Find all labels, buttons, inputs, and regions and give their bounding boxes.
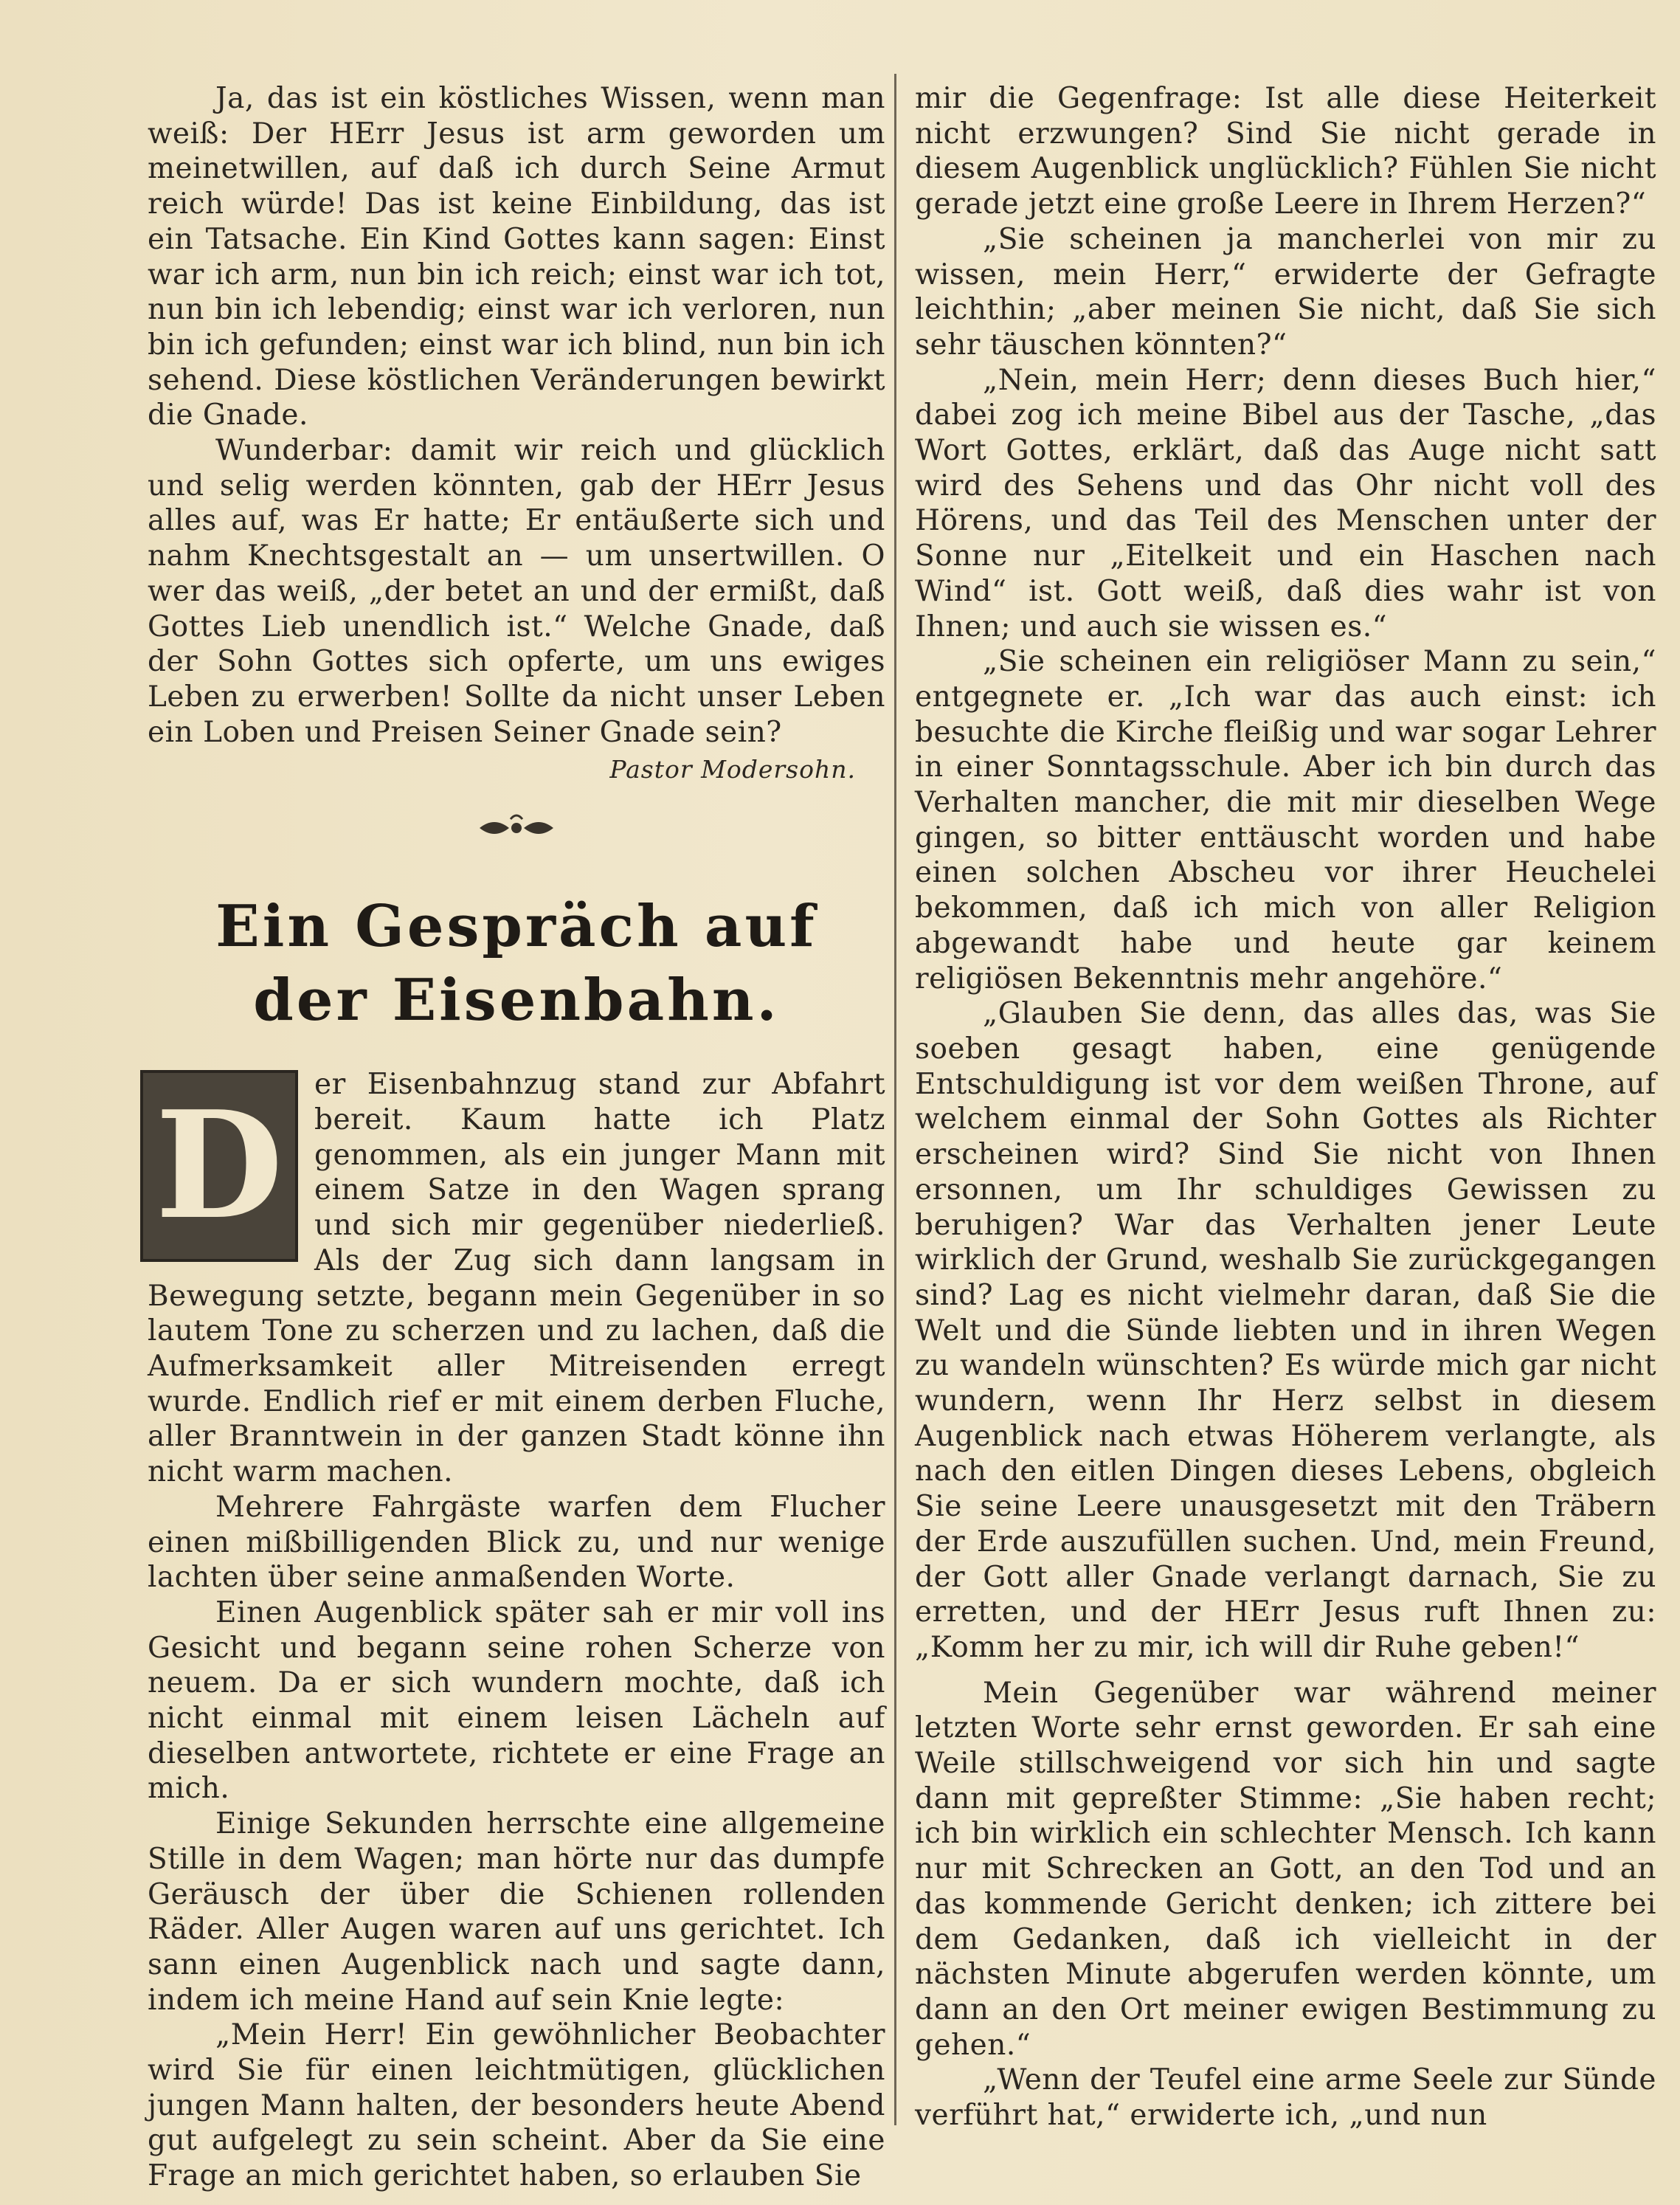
story-opening <box>148 1067 885 1489</box>
drop-cap: D <box>140 1070 298 1262</box>
story-paragraph: „Wenn der Teufel eine arme Seele zur Sünde verführt hat,“ erwiderte ich, „und nun <box>915 2063 1656 2133</box>
story-paragraph: „Sie scheinen ja mancherlei von mir zu wissen, mein Herr,“ erwiderte der Gefragte leichthin; „aber meinen Sie nicht, daß Sie sich sehr täuschen könnten?“ <box>915 222 1656 362</box>
left-column <box>148 81 885 2194</box>
intro-paragraph: Wunderbar: damit wir reich und glücklich und selig werden könnten, gab der HErr Jesus alles auf, was Er hatte; Er entäußerte sich und nahm Knechtsgestalt an — um unsertwillen. O wer das weiß, „der betet an und der ermißt, daß Gottes Lieb unendlich ist.“ Welche Gnade, daß der Sohn Gottes sich opferte, um uns ewiges Leben zu erwerben! Sollte da nicht unser Leben ein Loben und Preisen Seiner Gnade sein? <box>148 434 885 749</box>
story-paragraph: Einige Sekunden herrschte eine allgemeine Stille in dem Wagen; man hörte nur das dumpfe Geräusch der über die Schienen rollenden Räder. Aller Augen waren auf uns gerichtet. Ich sann einen Augenblick nach und sagte dann, indem ich meine Hand auf sein Knie legte: <box>148 1807 885 2017</box>
story-paragraph: „Sie scheinen ein religiöser Mann zu sein,“ entgegnete er. „Ich war das auch einst: ich besuchte die Kirche fleißig und war sogar Lehrer in einer Sonntagsschule. Aber ich bin durch das Verhalten mancher, die mit mir dieselben Wege gingen, so bitter enttäuscht worden und habe einen solchen Abscheu vor ihrer Heuchelei bekommen, daß ich mich von aller Religion abgewandt habe und heute gar keinem religiösen Bekenntnis mehr angehöre.“ <box>915 645 1656 995</box>
signature: Pastor Modersohn. <box>609 755 856 784</box>
column-divider <box>894 74 896 2125</box>
intro-paragraph: Ja, das ist ein köstliches Wissen, wenn man weiß: Der HErr Jesus ist arm geworden um meinetwillen, auf daß ich durch Seine Armut reich würde! Das ist keine Einbildung, das ist ein Tatsache. Ein Kind Gottes kann sagen: Einst war ich arm, nun bin ich reich; einst war ich tot, nun bin ich lebendig; einst war ich verloren, nun bin ich gefunden; einst war ich blind, nun bin ich sehend. Diese köstlichen Veränderungen bewirkt die Gnade. <box>148 82 885 432</box>
article-title: Ein Gespräch auf der Eisenbahn. <box>215 893 817 1035</box>
story-paragraph: Einen Augenblick später sah er mir voll ins Gesicht und begann seine rohen Scherze von neuem. Da er sich wundern mochte, daß ich nicht einmal mit einem leisen Lächeln auf dieselben antwortete, richtete er eine Frage an mich. <box>148 1595 885 1806</box>
story-paragraph: er Eisenbahnzug stand zur Abfahrt bereit. Kaum hatte ich Platz genommen, als ein junger Mann mit einem Satze in den Wagen sprang und sich mir gegenüber niederließ. Als der Zug sich dann langsam in Bewegung setzte, begann mein Gegenüber in so lautem Tone zu scherzen und zu lachen, daß die Aufmerksamkeit aller Mitreisenden erregt wurde. Endlich rief er mit einem derben Fluche, aller Branntwein in der ganzen Stadt könne ihn nicht warm machen. <box>148 1068 885 1489</box>
story-paragraph: „Mein Herr! Ein gewöhnlicher Beobachter wird Sie für einen leichtmütigen, glücklichen jungen Mann halten, der besonders heute Abend gut aufgelegt zu sein scheint. Aber da Sie eine Frage an mich gerichtet haben, so erlauben Sie <box>148 2018 885 2193</box>
story-paragraph: Mein Gegenüber war während meiner letzten Worte sehr ernst geworden. Er sah eine Weile stillschweigend vor sich hin und sagte dann mit gepreßter Stimme: „Sie haben recht; ich bin wirklich ein schlechter Mensch. Ich kann nur mit Schrecken an Gott, an den Tod und an das kommende Gericht denken; ich zittere bei dem Gedanken, daß ich vielleicht in der nächsten Minute abgerufen werden könnte, um dann an den Ort meiner ewigen Bestimmung zu gehen.“ <box>915 1676 1656 2062</box>
ornament-divider <box>148 812 885 844</box>
continuation-paragraph: mir die Gegenfrage: Ist alle diese Heiterkeit nicht erzwungen? Sind Sie nicht gerade in diesem Augenblick unglücklich? Fühlen Sie nicht gerade jetzt eine große Leere in Ihrem Herzen?“ <box>915 82 1656 221</box>
story-paragraph: Mehrere Fahrgäste warfen dem Flucher einen mißbilligenden Blick zu, und nur wenige lachten über seine anmaßenden Worte. <box>148 1490 885 1595</box>
story-paragraph: „Nein, mein Herr; denn dieses Buch hier,“ dabei zog ich meine Bibel aus der Tasche, „das Wort Gottes, erklärt, daß das Auge nicht satt wird des Sehens und das Ohr nicht voll des Hörens, und das Teil des Menschen unter der Sonne nur „Eitelkeit und ein Haschen nach Wind“ ist. Gott weiß, daß dies wahr ist von Ihnen; und auch sie wissen es.“ <box>915 363 1656 643</box>
story-paragraph: „Glauben Sie denn, das alles das, was Sie soeben gesagt haben, eine genügende Entschuldigung ist vor dem weißen Throne, auf welchem einmal der Sohn Gottes als Richter erscheinen wird? Sind Sie nicht von Ihnen ersonnen, um Ihr schuldiges Gewissen zu beruhigen? War das Verhalten jener Leute wirklich der Grund, weshalb Sie zurückgegangen sind? Lag es nicht vielmehr daran, daß Sie die Welt und die Sünde liebten und in ihren Wegen zu wandeln wünschten? Es würde mich gar nicht wundern, wenn Ihr Herz selbst in diesem Augenblick nach etwas Höherem verlangte, als nach den eitlen Dingen dieses Lebens, obgleich Sie seine Leere unausgesetzt mit den Träbern der Erde auszufüllen suchen. Und, mein Freund, der Gott aller Gnade verlangt darnach, Sie zu erretten, und der HErr Jesus ruft Ihnen zu: „Komm her zu mir, ich will dir Ruhe geben!“ <box>915 997 1656 1664</box>
ornament-icon <box>472 812 561 844</box>
right-column <box>915 81 1656 2133</box>
